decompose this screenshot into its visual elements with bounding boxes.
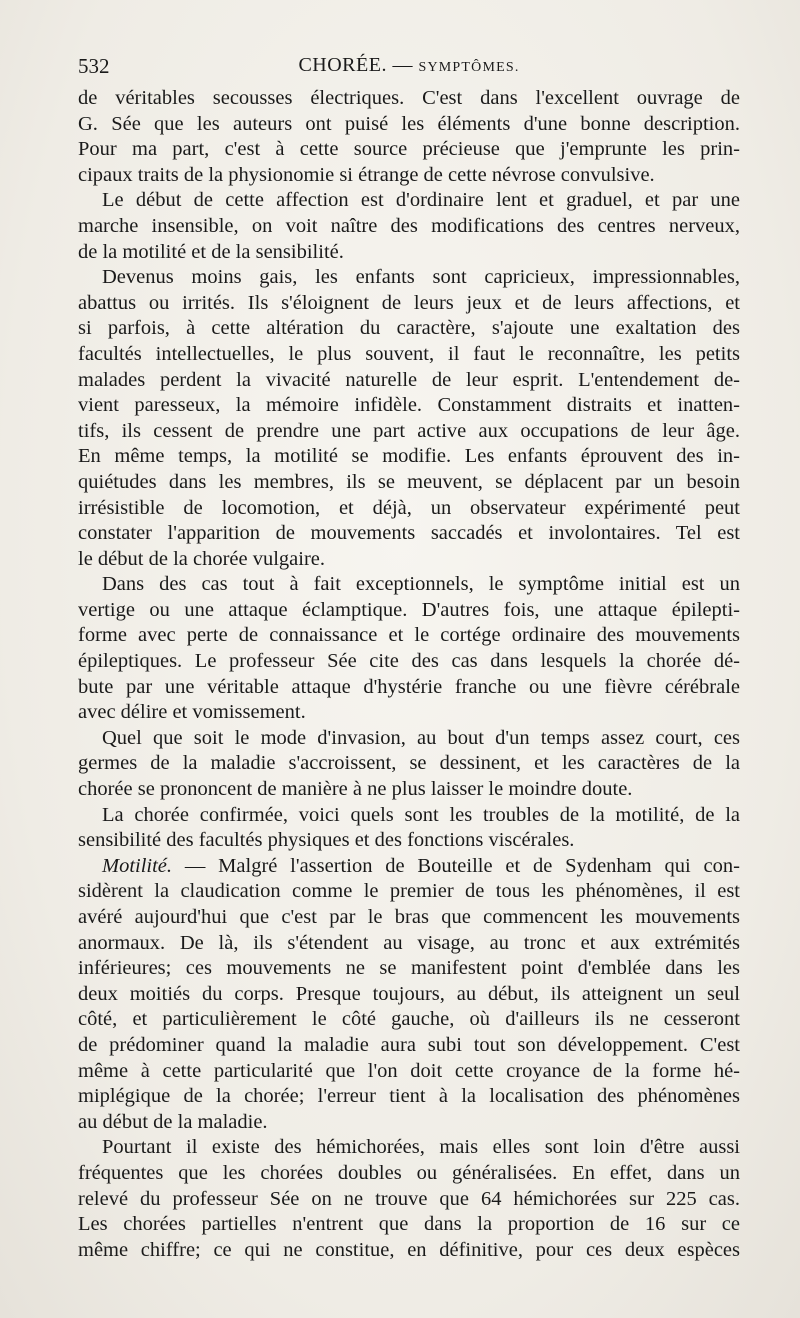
paragraph	[78, 726, 740, 803]
line-text: tifs, ils cessent de prendre une part active aux occupations de leur âge.	[78, 419, 740, 442]
text-line	[78, 828, 740, 854]
line-text: abattus ou irrités. Ils s'éloignent de leurs jeux et de leurs affections, et	[78, 291, 740, 314]
text-line	[78, 368, 740, 394]
line-text: Pourtant il existe des hémichorées, mais elles sont loin d'être aussi	[102, 1136, 740, 1159]
text-line	[78, 726, 740, 752]
text-line	[78, 1084, 740, 1110]
text-line	[78, 598, 740, 624]
line-text: de véritables secousses électriques. C'est dans l'excellent ouvrage de	[78, 87, 740, 109]
paragraph	[78, 854, 740, 1136]
line-text: Le début de cette affection est d'ordinaire lent et graduel, et par une	[102, 189, 740, 212]
text-line	[78, 623, 740, 649]
line-text: sidèrent la claudication comme le premier de tous les phénomènes, il est	[78, 880, 740, 903]
line-text: relevé du professeur Sée on ne trouve que 64 hémichorées sur 225 cas.	[78, 1187, 740, 1210]
text-line	[78, 214, 740, 240]
line-text: quiétudes dans les membres, ils se meuvent, se déplacent par un besoin	[78, 470, 740, 493]
text-line	[78, 982, 740, 1008]
line-text: le début de la chorée vulgaire.	[78, 547, 326, 570]
text-line	[78, 1135, 740, 1161]
line-text: Dans des cas tout à fait exceptionnels, le symptôme initial est un	[102, 573, 740, 596]
section-heading-italic: Motilité.	[102, 854, 173, 877]
running-header	[78, 52, 740, 84]
line-text: côté, et particulièrement le côté gauche, où d'ailleurs ils ne cesseront	[78, 1008, 740, 1031]
line-text: vertige ou une attaque éclamptique. D'autres fois, une attaque épilepti-	[78, 598, 740, 621]
line-text: anormaux. De là, ils s'étendent au visage, au tronc et aux extrémités	[78, 931, 740, 954]
line-text: En même temps, la motilité se modifie. Les enfants éprouvent des in-	[78, 445, 740, 468]
line-text: avec délire et vomissement.	[78, 701, 306, 724]
line-text: Pour ma part, c'est à cette source précieuse que j'emprunte les prin-	[78, 138, 740, 161]
line-text: inférieures; ces mouvements ne se manifestent point d'emblée dans les	[78, 957, 740, 980]
text-line	[78, 751, 740, 777]
text-line	[78, 240, 740, 266]
line-text: malades perdent la vivacité naturelle de leur esprit. L'entendement de-	[78, 368, 740, 391]
line-text: même chiffre; ce qui ne constitue, en définitive, pour ces deux espèces	[78, 1238, 740, 1261]
text-line	[78, 1007, 740, 1033]
line-text: germes de la maladie s'accroissent, se dessinent, et les caractères de la	[78, 752, 740, 775]
page-body-text	[78, 86, 740, 1263]
line-text: irrésistible de locomotion, et déjà, un observateur expérimenté peut	[78, 496, 740, 519]
line-text: — Malgré l'assertion de Bouteille et de Sydenham qui con-	[172, 854, 740, 877]
text-line	[78, 1187, 740, 1213]
line-text: sensibilité des facultés physiques et des fonctions viscérales.	[78, 829, 575, 852]
text-line	[78, 444, 740, 470]
line-text: au début de la maladie.	[78, 1110, 268, 1133]
line-text: vient paresseux, la mémoire infidèle. Constamment distraits et inatten-	[78, 394, 740, 417]
line-text: Quel que soit le mode d'invasion, au bout d'un temps assez court, ces	[102, 726, 740, 749]
line-text: deux moitiés du corps. Presque toujours, au début, ils atteignent un seul	[78, 982, 740, 1005]
page-number: 532	[78, 54, 110, 78]
text-line	[78, 879, 740, 905]
line-text: Les chorées partielles n'entrent que dans la proportion de 16 sur ce	[78, 1213, 740, 1236]
text-line	[78, 572, 740, 598]
paragraph	[78, 86, 740, 188]
line-text: G. Sée que les auteurs ont puisé les éléments d'une bonne description.	[78, 112, 740, 135]
line-text: facultés intellectuelles, le plus souvent, il faut le reconnaître, les petits	[78, 342, 740, 365]
text-line	[78, 675, 740, 701]
text-line	[78, 496, 740, 522]
text-line	[78, 163, 740, 189]
line-text: constater l'apparition de mouvements saccadés et involontaires. Tel est	[78, 522, 740, 545]
text-line	[78, 1238, 740, 1264]
paragraph	[78, 803, 740, 854]
text-line	[78, 1059, 740, 1085]
text-line	[78, 547, 740, 573]
text-line	[78, 112, 740, 138]
text-line	[78, 393, 740, 419]
text-line	[78, 291, 740, 317]
line-text: si parfois, à cette altération du caractère, s'ajoute une exaltation des	[78, 317, 740, 340]
running-title	[78, 54, 740, 77]
text-line	[78, 419, 740, 445]
line-text: marche insensible, on voit naître des modifications des centres nerveux,	[78, 214, 740, 237]
text-line	[78, 265, 740, 291]
text-line	[78, 521, 740, 547]
line-text: Devenus moins gais, les enfants sont capricieux, impressionnables,	[102, 266, 740, 289]
line-text: chorée se prononcent de manière à ne plus laisser le moindre doute.	[78, 778, 633, 801]
text-line	[78, 1110, 740, 1136]
text-line	[78, 316, 740, 342]
line-text: cipaux traits de la physionomie si étrange de cette névrose convulsive.	[78, 163, 655, 186]
text-line	[78, 777, 740, 803]
text-line	[78, 931, 740, 957]
paragraph	[78, 265, 740, 572]
line-text: de prédominer quand la maladie aura subi tout son développement. C'est	[78, 1033, 740, 1056]
line-text: même à cette particularité que l'on doit cette croyance de la forme hé-	[78, 1059, 740, 1082]
text-line	[78, 1033, 740, 1059]
paragraph	[78, 1135, 740, 1263]
line-text: avéré aujourd'hui que c'est par le bras que commencent les mouvements	[78, 906, 740, 928]
text-line	[78, 1212, 740, 1238]
text-line	[78, 854, 740, 880]
text-line	[78, 905, 740, 931]
running-title-sub: SYMPTÔMES.	[418, 60, 520, 75]
paragraph	[78, 188, 740, 265]
line-text: forme avec perte de connaissance et le cortége ordinaire des mouvements	[78, 624, 740, 647]
text-line	[78, 803, 740, 829]
text-line	[78, 700, 740, 726]
text-line	[78, 342, 740, 368]
line-text: bute par une véritable attaque d'hystérie franche ou une fièvre cérébrale	[78, 675, 740, 698]
line-text: de la motilité et de la sensibilité.	[78, 240, 344, 263]
paragraph	[78, 572, 740, 726]
running-title-main: CHORÉE. —	[298, 54, 419, 76]
text-line	[78, 86, 740, 112]
text-line	[78, 956, 740, 982]
text-line	[78, 1161, 740, 1187]
text-line	[78, 470, 740, 496]
text-line	[78, 649, 740, 675]
text-line	[78, 188, 740, 214]
line-text: fréquentes que les chorées doubles ou généralisées. En effet, dans un	[78, 1161, 740, 1184]
text-line	[78, 137, 740, 163]
line-text: miplégique de la chorée; l'erreur tient à la localisation des phénomènes	[78, 1085, 740, 1108]
line-text: épileptiques. Le professeur Sée cite des cas dans lesquels la chorée dé-	[78, 650, 740, 673]
line-text: La chorée confirmée, voici quels sont les troubles de la motilité, de la	[102, 803, 740, 826]
